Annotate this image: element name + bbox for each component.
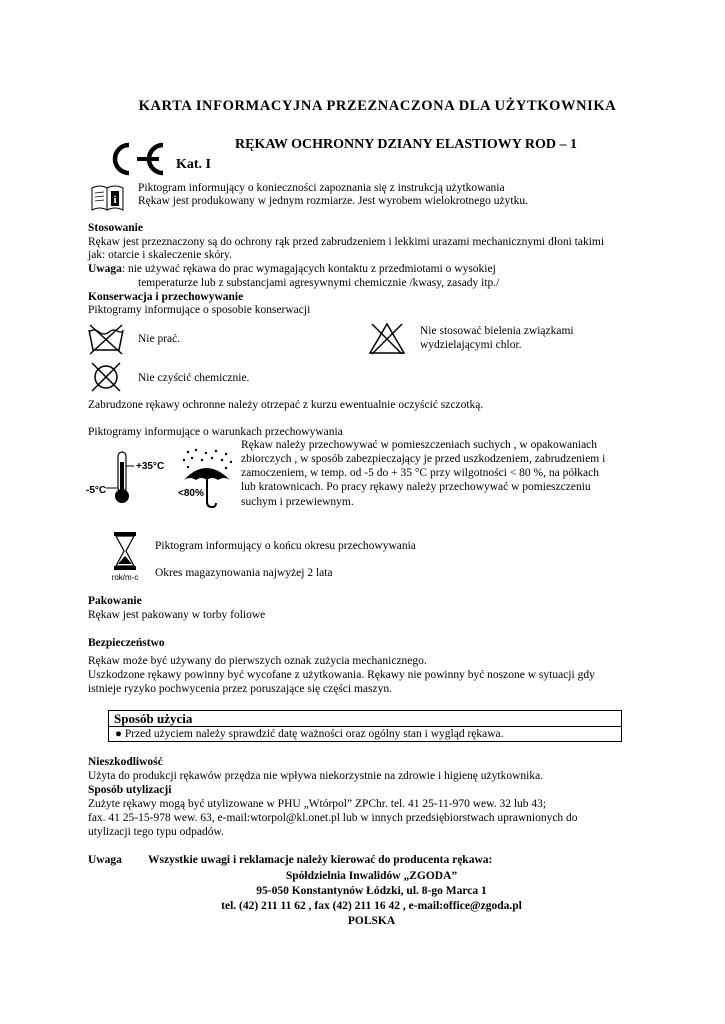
section-heading-bezpieczenstwo: Bezpieczeństwo <box>88 637 165 649</box>
storage-text-2: zbiorczych , w sposób zabezpieczający je przed uszkodzeniem, zabrudzeniem i <box>241 453 606 465</box>
svg-text:i: i <box>113 194 117 206</box>
uwaga-line <box>88 262 496 276</box>
uwaga-text-cont: temperaturze lub z substancjami agresywnymi chemicznie /kwasy, zasady itp./ <box>138 277 500 289</box>
company-name: Spółdzielnia Inwalidów „ZGODA” <box>285 870 458 882</box>
pakowanie-text: Rękaw jest pakowany w torby foliowe <box>88 609 266 621</box>
cleaning-text: Zabrudzone rękawy ochronne należy otrzepać z kurzu ewentualnie oczyścić szczotką. <box>88 399 484 411</box>
storage-text-5: suchym i przewiewnym. <box>241 496 354 508</box>
no-bleach-text: Nie stosować bielenia związkami <box>420 325 574 337</box>
end-storage-text: Piktogram informujący o końcu okresu przechowywania <box>155 540 416 552</box>
footer-uwaga-label: Uwaga <box>88 854 122 866</box>
hourglass-icon <box>100 530 150 582</box>
no-bleach-icon <box>367 320 407 356</box>
no-bleach-text-cont: wydzielającymi chlor. <box>420 339 522 351</box>
umbrella-rain-icon <box>176 448 238 510</box>
stosowanie-text-cont: jak: otarcie i skaleczenie skóry. <box>88 249 232 261</box>
hourglass-label: rok/m-c <box>111 573 139 582</box>
product-title: RĘKAW OCHRONNY DZIANY ELASTIOWY ROD – 1 <box>235 137 578 152</box>
storage-text-1: Rękaw należy przechowywać w pomieszczeniach suchych , w opakowaniach <box>241 439 598 451</box>
storage-text-3: zamoczeniem, w temp. od -5 do + 35 °C przy wilgotności < 80 %, na półkach <box>241 467 600 479</box>
pictogram-info: Piktogram informujący o konieczności zapoznania się z instrukcją użytkowania <box>138 182 505 194</box>
usage-heading: Sposób użycia <box>114 711 193 726</box>
no-wash-icon <box>86 322 126 356</box>
bezpieczenstwo-text-2: Uszkodzone rękawy powinny być wycofane z użytkowania. Rękawy nie powinny być noszone w sytuacji gdy <box>88 669 595 681</box>
no-dry-clean-icon <box>88 360 124 394</box>
thermometer-icon <box>84 448 179 508</box>
utylizacja-text-2: fax. 41 25-15-978 wew. 63, e-mail:wtorpol@kl.onet.pl lub w innych przedsiębiorstwach uprawnionych do <box>88 812 578 824</box>
bezpieczenstwo-text-3: istnieje ryzyko pochwycenia przez poruszające się części maszyn. <box>88 683 392 695</box>
company-country: POLSKA <box>347 915 396 927</box>
usage-item: ● Przed użyciem należy sprawdzić datę ważności oraz ogólny stan i wygląd rękawa. <box>115 728 504 740</box>
temp-high-label: +35°C <box>136 461 165 472</box>
bezpieczenstwo-text-1: Rękaw może być używany do pierwszych oznak zużycia mechanicznego. <box>88 655 427 667</box>
uwaga-text: : nie używać rękawa do prac wymagających kontaktu z przedmiotami o wysokiej <box>121 263 496 275</box>
size-info: Rękaw jest produkowany w jednym rozmiarze. Jest wyrobem wielokrotnego użytku. <box>138 195 528 207</box>
section-heading-pakowanie: Pakowanie <box>88 595 142 607</box>
company-address: 95-050 Konstantynów Łódzki, ul. 8-go Marca 1 <box>256 885 487 897</box>
storage-intro: Piktogramy informujące o warunkach przechowywania <box>88 426 343 438</box>
usage-box <box>108 710 622 742</box>
category-label: Kat. I <box>176 157 211 172</box>
uwaga-label: Uwaga <box>88 263 122 275</box>
storage-text-4: lub kratownicach. Po pracy rękawy należy przechowywać w pomieszczeniu <box>241 481 591 493</box>
no-dry-clean-text: Nie czyścić chemicznie. <box>138 372 250 384</box>
no-wash-text: Nie prać. <box>138 333 181 345</box>
company-contact: tel. (42) 211 11 62 , fax (42) 211 16 42 , e-mail:office@zgoda.pl <box>221 900 522 912</box>
utylizacja-text-1: Zużyte rękawy mogą być utylizowane w PHU „Wtórpol” ZPChr. tel. 41 25-11-970 wew. 32 lub 43; <box>88 798 547 810</box>
section-heading-konserwacja: Konserwacja i przechowywanie <box>88 291 244 303</box>
shelf-life-text: Okres magazynowania najwyżej 2 lata <box>155 567 333 579</box>
footer-note: Wszystkie uwagi i reklamacje należy kierować do producenta rękawa: <box>148 854 493 866</box>
temp-low-label: -5°C <box>86 485 107 496</box>
konserwacja-intro: Piktogramy informujące o sposobie konserwacji <box>88 304 311 316</box>
nieszkodliwosc-text: Użyta do produkcji rękawów przędza nie wpływa niekorzystnie na zdrowie i higienę użytkownika. <box>88 770 544 782</box>
page-title: KARTA INFORMACYJNA PRZEZNACZONA DLA UŻYTKOWNIKA <box>138 98 617 114</box>
section-heading-utylizacja: Sposób utylizacji <box>88 784 172 796</box>
humidity-label: <80% <box>178 488 204 499</box>
read-instructions-icon <box>90 184 126 212</box>
utylizacja-text-3: utylizacji tego typu odpadów. <box>88 826 224 838</box>
section-heading-stosowanie: Stosowanie <box>88 222 143 234</box>
section-heading-nieszkodliwosc: Nieszkodliwość <box>88 756 163 768</box>
stosowanie-text: Rękaw jest przeznaczony są do ochrony rąk przed zabrudzeniem i lekkimi urazami mechanicznymi dłoni takimi <box>88 236 605 248</box>
ce-mark-icon <box>99 140 169 178</box>
